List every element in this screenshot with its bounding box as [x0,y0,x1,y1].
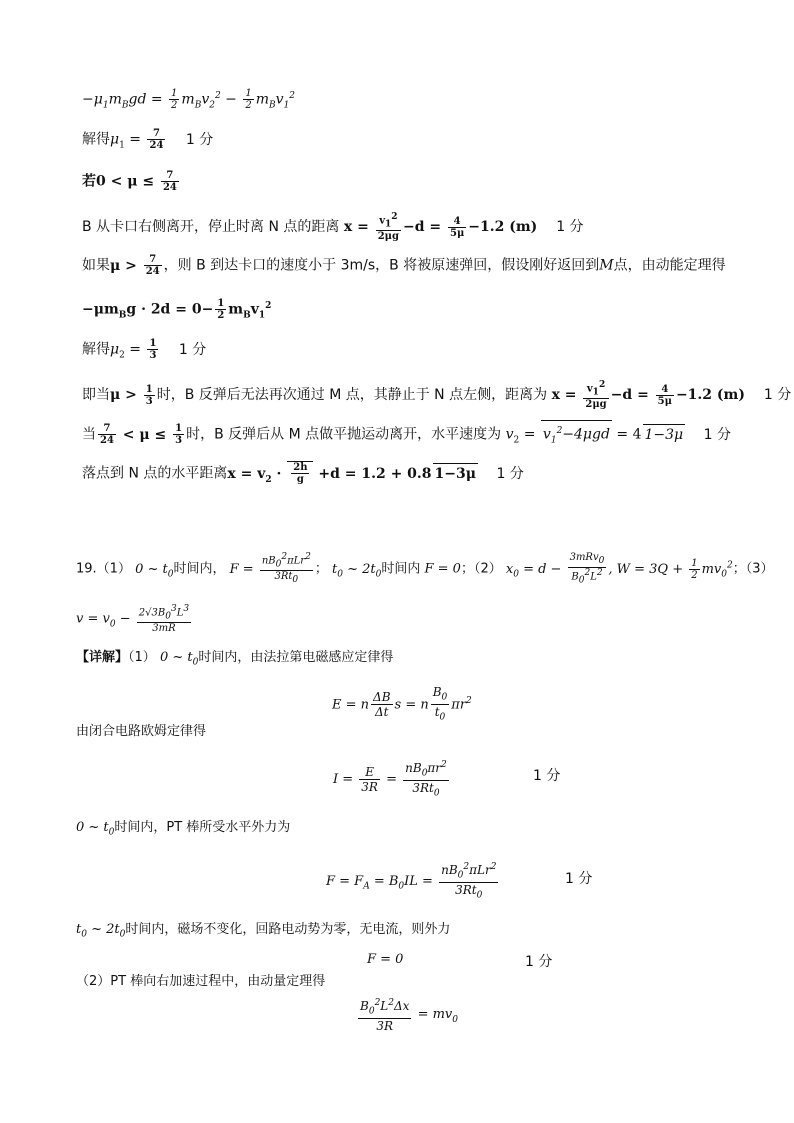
score-current: 1 分 [533,768,561,784]
score-f-zero: 1 分 [525,954,553,970]
if-mu-greater: 如果μ > $\frac{7}{24}$ ，则 B 到达卡口的速度小于 3m/s，B 将被原速弹回，假设刚好返回到M点，由动能定理得 [82,254,726,277]
ohm-law-text: 由闭合电路欧姆定律得 [76,724,207,739]
equation-energy-1: $-\mu_1m_Bgd$ = $\frac{1}{2}$ $m_Bv_2^2$ − $\frac{1}{2}$ $m_Bv_1^2$ [82,88,296,112]
equation-f-zero: F = 0 [367,952,404,967]
part2-text: （2）PT 棒向右加速过程中，由动量定理得 [76,974,326,989]
condition-range-1: 若0 < μ ≤ $\frac{7}{24}$ [82,170,177,193]
result-mu1: 解得$\mu_1$ = $\frac{7}{24}$ 1 分 [82,128,214,151]
q19-answer-line: 19.（1） 0 ~ $t_0$时间内， F = $\frac{nB_0^2\pi Lr^2}{3Rt_0}$ ； $t_0$ ~ $2t_0$时间内 F = 0；（2） $x_0 = d$ − $\frac{3mRv_0}{B_0^2L^2}$ , W = 3Q + $\frac{1}{2}$ $mv_0^2$；（3） [76,552,774,586]
equation-emf: E = n $\frac{\Delta B}{\Delta t}$ s = n $\frac{B_0}{t_0}$ $\pi r^2$ [332,685,472,723]
when-mu-range: 当 $\frac{7}{24}$ < μ ≤ $\frac{1}{3}$ 时，B 反弹后从 M 点做平抛运动离开，水平速度为 $v_2 = v_1^2-4\mu gd = 4$ 1−3μ 1 分 [82,420,731,450]
score-force: 1 分 [565,871,593,887]
equation-force: $F = F_A = B_0IL$ = $\frac{nB_0^2\pi Lr^2}{3Rt_0}$ [326,862,497,901]
landing-distance: 落点到 N 点的水平距离$x = v_2$ · $\frac{2h}{g}$ +d = 1.2 + 0.8 1−3μ 1 分 [82,462,524,485]
no-change-text: $t_0$ ~ $2t_0$时间内，磁场不变化，回路电动势为零，无电流，则外力 [76,922,451,940]
when-mu-greater-third: 即当μ > $\frac{1}{3}$ 时，B 反弹后无法再次通过 M 点，其静止于 N 点左侧，距离为 x = $\frac{v_1^2}{2\mu g}$ −d = $\frac{4}{5\mu}$ −1.2 (m) 1 分 [82,380,792,411]
b-exit-right: B 从卡口右侧离开，停止时离 N 点的距离 x = $\frac{v_1^2}{2\mu g}$ −d = $\frac{4}{5\mu}$ −1.2 (m) 1 分 [82,212,584,243]
score-label: 1 分 [185,131,214,148]
result-mu2: 解得$\mu_2$ = $\frac{1}{3}$ 1 分 [82,338,207,361]
equation-momentum: $\frac{B_0^2L^2\Delta x}{3R}$ = $mv_0$ [360,998,459,1034]
detail-section: 【详解】（1） 0 ~ $t_0$时间内，由法拉第电磁感应定律得 [76,650,394,668]
force-text: 0 ~ $t_0$时间内，PT 棒所受水平外力为 [76,820,291,838]
equation-energy-2: $-\mu m_Bg \cdot 2d = 0-$ $\frac{1}{2}$ $m_Bv_1^2$ [82,298,272,322]
equation-current: I = $\frac{E}{3R}$ = $\frac{nB_0\pi r^2}{3Rt_0}$ [333,760,447,799]
q19-answer-v: $v = v_0$ − $\frac{2√3B_0^3L^3}{3mR}$ [76,604,190,635]
